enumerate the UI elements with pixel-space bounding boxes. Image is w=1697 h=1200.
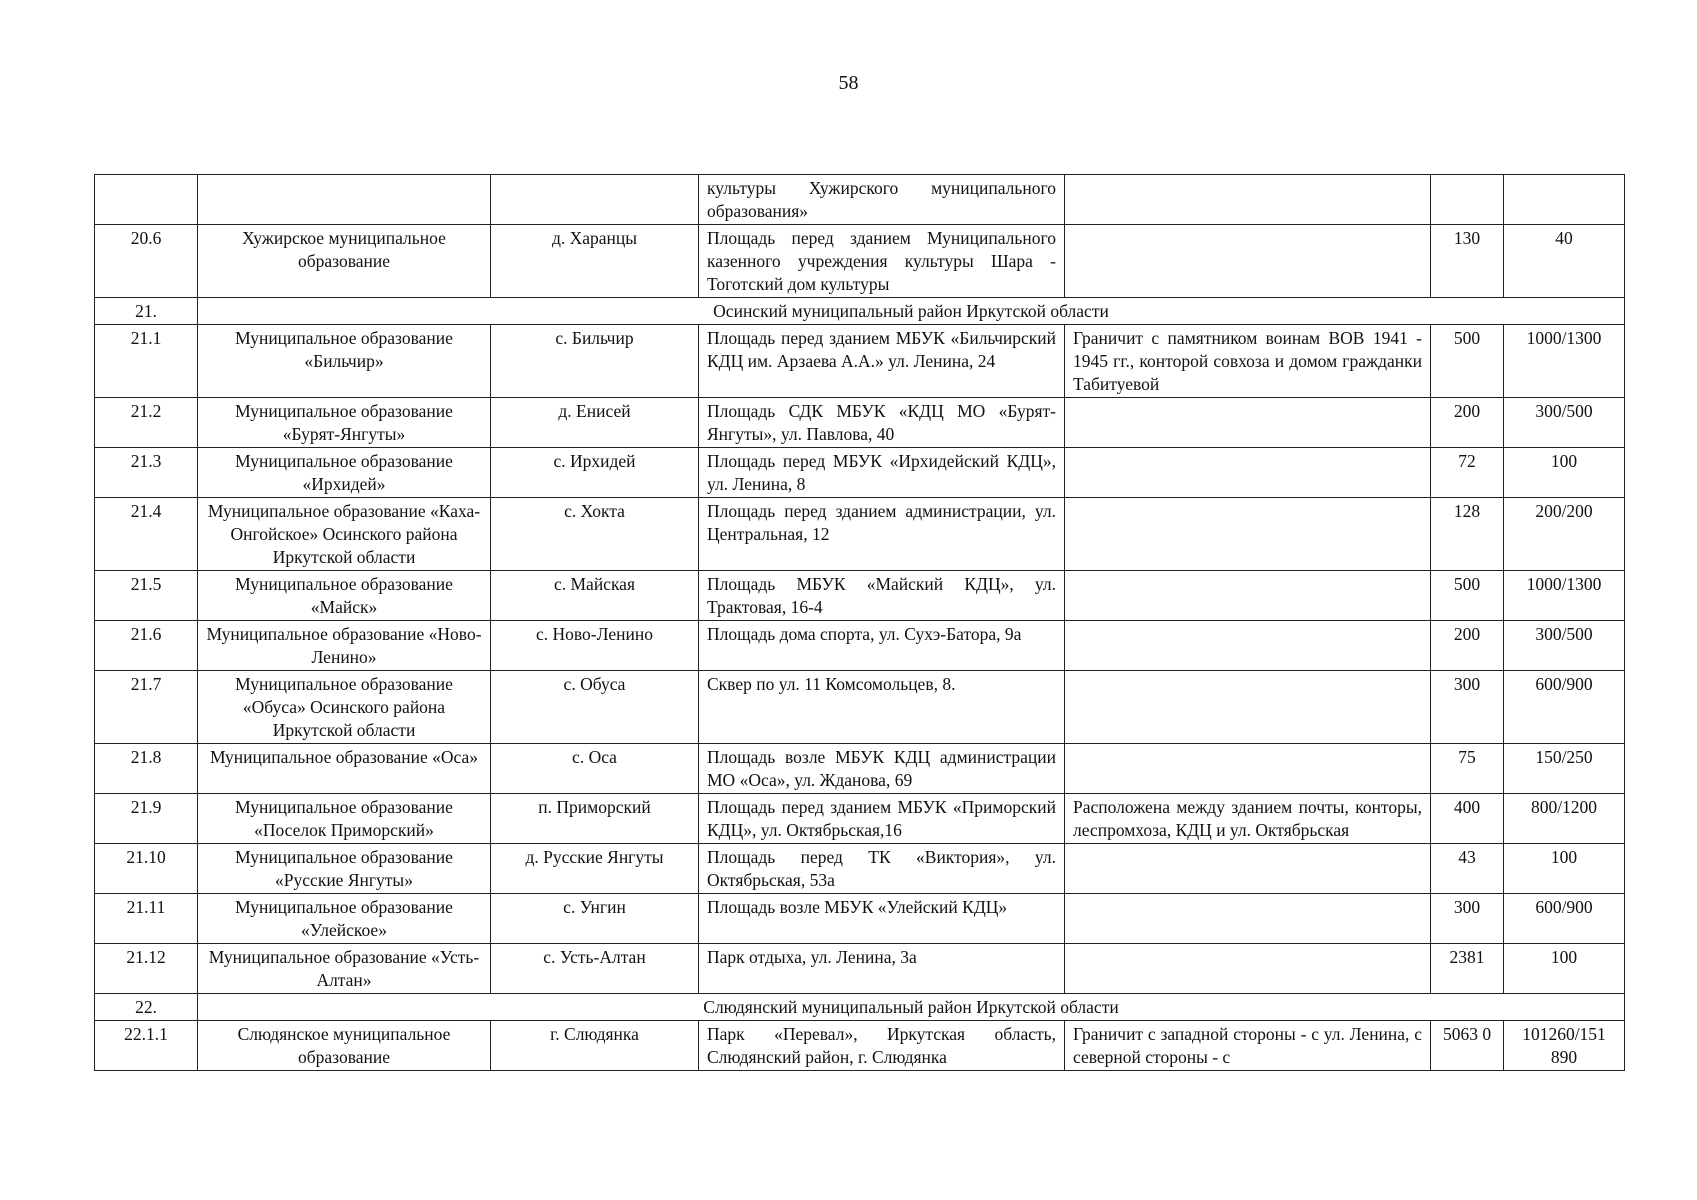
boundary-note-cell — [1065, 498, 1431, 571]
area-cell: 300 — [1431, 671, 1504, 744]
row-number-cell: 21.8 — [95, 744, 198, 794]
municipality-cell: Муниципальное образование «Русские Янгуты» — [198, 844, 491, 894]
boundary-note-cell — [1065, 844, 1431, 894]
municipality-cell: Муниципальное образование «Поселок Приморский» — [198, 794, 491, 844]
boundary-note-cell — [1065, 448, 1431, 498]
section-number: 21. — [95, 298, 198, 325]
section-number: 22. — [95, 994, 198, 1021]
boundary-note-cell — [1065, 944, 1431, 994]
address-cell: Площадь возле МБУК «Улейский КДЦ» — [699, 894, 1065, 944]
address-cell: Площадь перед МБУК «Ирхидейский КДЦ», ул. Ленина, 8 — [699, 448, 1065, 498]
settlement-cell: д. Харанцы — [491, 225, 699, 298]
settlement-cell: с. Хокта — [491, 498, 699, 571]
settlement-cell: г. Слюдянка — [491, 1021, 699, 1071]
settlement-cell: с. Усть-Алтан — [491, 944, 699, 994]
boundary-note-cell — [1065, 671, 1431, 744]
address-cell: культуры Хужирского муниципального образования» — [699, 175, 1065, 225]
table-row — [95, 225, 1625, 298]
municipality-cell: Муниципальное образование «Обуса» Осинского района Иркутской области — [198, 671, 491, 744]
table-row — [95, 794, 1625, 844]
table-row — [95, 398, 1625, 448]
row-number-cell: 21.2 — [95, 398, 198, 448]
table-row — [95, 571, 1625, 621]
boundary-note-cell — [1065, 744, 1431, 794]
boundary-note-cell — [1065, 621, 1431, 671]
area-cell: 130 — [1431, 225, 1504, 298]
area-cell: 500 — [1431, 571, 1504, 621]
row-number-cell — [95, 175, 198, 225]
boundary-note-cell — [1065, 571, 1431, 621]
area-cell: 72 — [1431, 448, 1504, 498]
area-cell: 2381 — [1431, 944, 1504, 994]
address-cell: Площадь дома спорта, ул. Сухэ-Батора, 9а — [699, 621, 1065, 671]
municipality-cell: Муниципальное образование «Ирхидей» — [198, 448, 491, 498]
row-number-cell: 21.3 — [95, 448, 198, 498]
area-cell: 5063 0 — [1431, 1021, 1504, 1071]
registry-table — [94, 174, 1625, 1071]
capacity-cell: 150/250 — [1504, 744, 1625, 794]
table-row — [95, 448, 1625, 498]
area-cell: 500 — [1431, 325, 1504, 398]
area-cell: 400 — [1431, 794, 1504, 844]
capacity-cell: 600/900 — [1504, 894, 1625, 944]
municipality-cell: Муниципальное образование «Бильчир» — [198, 325, 491, 398]
settlement-cell: с. Бильчир — [491, 325, 699, 398]
municipality-cell: Хужирское муниципальное образование — [198, 225, 491, 298]
settlement-cell: с. Обуса — [491, 671, 699, 744]
address-cell: Площадь перед ТК «Виктория», ул. Октябрьская, 53а — [699, 844, 1065, 894]
municipality-cell: Муниципальное образование «Улейское» — [198, 894, 491, 944]
capacity-cell: 300/500 — [1504, 621, 1625, 671]
table-row — [95, 325, 1625, 398]
municipality-cell: Муниципальное образование «Бурят-Янгуты» — [198, 398, 491, 448]
page-number: 58 — [838, 72, 859, 94]
row-number-cell: 21.6 — [95, 621, 198, 671]
address-cell: Сквер по ул. 11 Комсомольцев, 8. — [699, 671, 1065, 744]
boundary-note-cell — [1065, 894, 1431, 944]
row-number-cell: 21.9 — [95, 794, 198, 844]
capacity-cell: 300/500 — [1504, 398, 1625, 448]
area-cell: 200 — [1431, 621, 1504, 671]
section-row — [95, 298, 1625, 325]
section-title: Слюдянский муниципальный район Иркутской области — [198, 994, 1625, 1021]
boundary-note-cell — [1065, 398, 1431, 448]
capacity-cell: 600/900 — [1504, 671, 1625, 744]
table-row — [95, 894, 1625, 944]
municipality-cell: Муниципальное образование «Ново-Ленино» — [198, 621, 491, 671]
settlement-cell: п. Приморский — [491, 794, 699, 844]
capacity-cell: 100 — [1504, 844, 1625, 894]
capacity-cell: 800/1200 — [1504, 794, 1625, 844]
address-cell: Площадь перед зданием МБУК «Приморский КДЦ», ул. Октябрьская,16 — [699, 794, 1065, 844]
address-cell: Площадь МБУК «Майский КДЦ», ул. Трактовая, 16-4 — [699, 571, 1065, 621]
municipality-cell: Муниципальное образование «Усть-Алтан» — [198, 944, 491, 994]
settlement-cell: с. Унгин — [491, 894, 699, 944]
row-number-cell: 21.12 — [95, 944, 198, 994]
capacity-cell: 101260/151 890 — [1504, 1021, 1625, 1071]
settlement-cell: с. Ирхидей — [491, 448, 699, 498]
address-cell: Площадь перед зданием Муниципального казенного учреждения культуры Шара - Тоготский дом культуры — [699, 225, 1065, 298]
address-cell: Парк отдыха, ул. Ленина, 3а — [699, 944, 1065, 994]
row-number-cell: 20.6 — [95, 225, 198, 298]
row-number-cell: 22.1.1 — [95, 1021, 198, 1071]
table-row — [95, 671, 1625, 744]
capacity-cell: 100 — [1504, 448, 1625, 498]
table-row — [95, 1021, 1625, 1071]
municipality-cell: Слюдянское муниципальное образование — [198, 1021, 491, 1071]
boundary-note-cell: Расположена между зданием почты, конторы, леспромхоза, КДЦ и ул. Октябрьская — [1065, 794, 1431, 844]
area-cell: 75 — [1431, 744, 1504, 794]
area-cell — [1431, 175, 1504, 225]
settlement-cell: с. Оса — [491, 744, 699, 794]
settlement-cell: с. Майская — [491, 571, 699, 621]
table-row — [95, 944, 1625, 994]
capacity-cell: 1000/1300 — [1504, 325, 1625, 398]
table-row — [95, 498, 1625, 571]
address-cell: Площадь СДК МБУК «КДЦ МО «Бурят-Янгуты», ул. Павлова, 40 — [699, 398, 1065, 448]
capacity-cell: 1000/1300 — [1504, 571, 1625, 621]
boundary-note-cell: Граничит с памятником воинам ВОВ 1941 - 1945 гг., конторой совхоза и домом гражданки Табитуевой — [1065, 325, 1431, 398]
municipality-cell — [198, 175, 491, 225]
section-title: Осинский муниципальный район Иркутской области — [198, 298, 1625, 325]
capacity-cell: 40 — [1504, 225, 1625, 298]
section-row — [95, 994, 1625, 1021]
row-number-cell: 21.10 — [95, 844, 198, 894]
row-number-cell: 21.7 — [95, 671, 198, 744]
table-body — [95, 175, 1625, 1071]
row-number-cell: 21.5 — [95, 571, 198, 621]
table-row — [95, 621, 1625, 671]
boundary-note-cell: Граничит с западной стороны - с ул. Ленина, с северной стороны - с — [1065, 1021, 1431, 1071]
address-cell: Площадь перед зданием МБУК «Бильчирский КДЦ им. Арзаева А.А.» ул. Ленина, 24 — [699, 325, 1065, 398]
table-row — [95, 744, 1625, 794]
area-cell: 43 — [1431, 844, 1504, 894]
address-cell: Площадь возле МБУК КДЦ администрации МО «Оса», ул. Жданова, 69 — [699, 744, 1065, 794]
area-cell: 128 — [1431, 498, 1504, 571]
boundary-note-cell — [1065, 225, 1431, 298]
area-cell: 300 — [1431, 894, 1504, 944]
settlement-cell: д. Русские Янгуты — [491, 844, 699, 894]
area-cell: 200 — [1431, 398, 1504, 448]
address-cell: Парк «Перевал», Иркутская область, Слюдянский район, г. Слюдянка — [699, 1021, 1065, 1071]
capacity-cell: 100 — [1504, 944, 1625, 994]
table-row — [95, 844, 1625, 894]
row-number-cell: 21.4 — [95, 498, 198, 571]
municipality-cell: Муниципальное образование «Каха-Онгойское» Осинского района Иркутской области — [198, 498, 491, 571]
settlement-cell: д. Енисей — [491, 398, 699, 448]
table-row — [95, 175, 1625, 225]
municipality-cell: Муниципальное образование «Оса» — [198, 744, 491, 794]
boundary-note-cell — [1065, 175, 1431, 225]
settlement-cell: с. Ново-Ленино — [491, 621, 699, 671]
municipality-cell: Муниципальное образование «Майск» — [198, 571, 491, 621]
address-cell: Площадь перед зданием администрации, ул. Центральная, 12 — [699, 498, 1065, 571]
row-number-cell: 21.11 — [95, 894, 198, 944]
capacity-cell: 200/200 — [1504, 498, 1625, 571]
settlement-cell — [491, 175, 699, 225]
capacity-cell — [1504, 175, 1625, 225]
row-number-cell: 21.1 — [95, 325, 198, 398]
